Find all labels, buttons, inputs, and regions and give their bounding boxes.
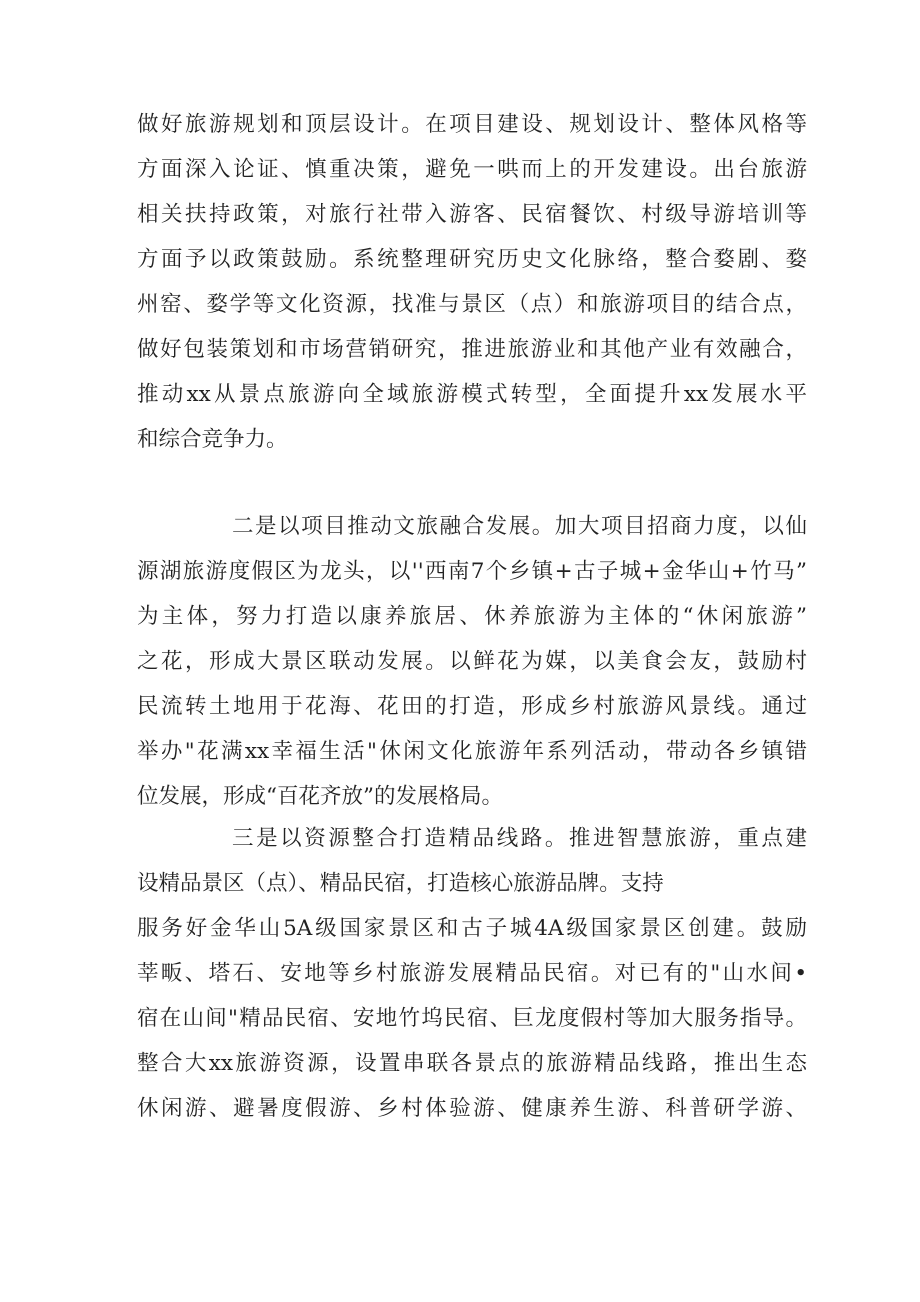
text-line: 宿在山间"精品民宿、安地竹坞民宿、巨龙度假村等加大服务指导。: [137, 1006, 807, 1031]
paragraph-2: [137, 504, 807, 819]
paragraph-1: [137, 102, 807, 462]
text-line: 源湖旅游度假区为龙头，以''西南7个乡镇+古子城+金华山+竹马”: [137, 559, 807, 584]
text-line: 休闲游、避暑度假游、乡村体验游、健康养生游、科普研学游、: [137, 1096, 807, 1121]
text-line: 民流转土地用于花海、花田的打造，形成乡村旅游风景线。通过: [137, 694, 807, 719]
text-line: 州窑、婺学等文化资源，找准与景区（点）和旅游项目的结合点，: [137, 292, 807, 317]
text-line: 二是以项目推动文旅融合发展。加大项目招商力度，以仙: [232, 514, 807, 539]
text-line: 方面予以政策鼓励。系统整理研究历史文化脉络，整合婺剧、婺: [137, 247, 807, 272]
text-line: 举办"花满xx幸福生活"休闲文化旅游年系列活动，带动各乡镇错: [137, 739, 807, 764]
paragraph-3: [137, 816, 807, 1131]
text-line: 为主体，努力打造以康养旅居、休养旅游为主体的“休闲旅游”: [137, 604, 807, 629]
text-line: 位发展，形成“百花齐放”的发展格局。: [137, 784, 503, 809]
text-line: 做好包装策划和市场营销研究，推进旅游业和其他产业有效融合，: [137, 337, 807, 362]
text-line: 三是以资源整合打造精品线路。推进智慧旅游，重点建: [232, 826, 807, 851]
text-line: 推动xx从景点旅游向全域旅游模式转型，全面提升xx发展水平: [137, 382, 807, 407]
text-line: 服务好金华山5A级国家景区和古子城4A级国家景区创建。鼓励: [137, 916, 807, 941]
text-line: 做好旅游规划和顶层设计。在项目建设、规划设计、整体风格等: [137, 112, 807, 137]
text-line: 相关扶持政策，对旅行社带入游客、民宿餐饮、村级导游培训等: [137, 202, 807, 227]
text-line: 方面深入论证、慎重决策，避免一哄而上的开发建设。出台旅游: [137, 157, 807, 182]
text-line: 设精品景区（点）、精品民宿，打造核心旅游品牌。支持: [137, 871, 664, 896]
text-line: 莘畈、塔石、安地等乡村旅游发展精品民宿。对已有的"山水间•: [137, 961, 807, 986]
text-line: 整合大xx旅游资源，设置串联各景点的旅游精品线路，推出生态: [137, 1051, 807, 1076]
text-line: 和综合竞争力。: [137, 427, 288, 452]
text-line: 之花，形成大景区联动发展。以鲜花为媒，以美食会友，鼓励村: [137, 649, 807, 674]
